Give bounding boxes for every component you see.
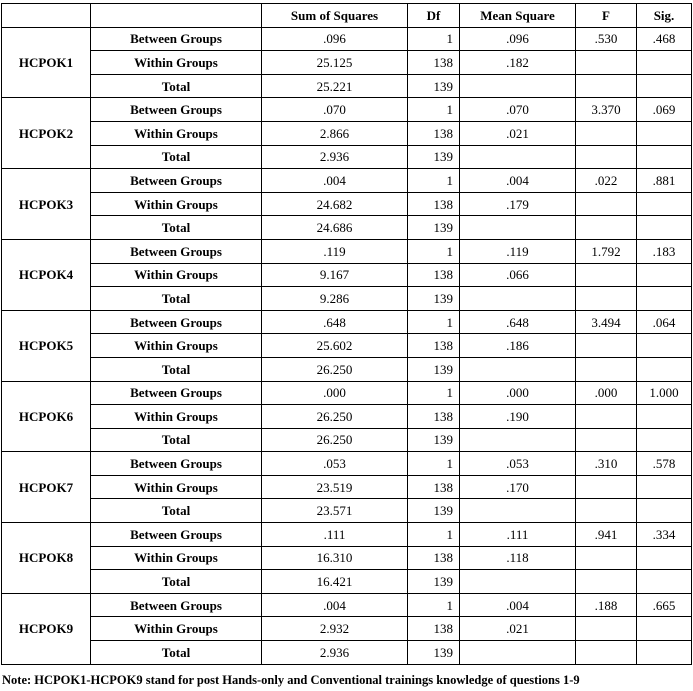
sig-cell: .881 — [637, 169, 692, 193]
sig-cell: .665 — [637, 593, 692, 617]
sum-of-squares-cell: 26.250 — [262, 405, 408, 429]
df-cell: 138 — [408, 334, 460, 358]
df-cell: 1 — [408, 452, 460, 476]
sum-of-squares-cell: 24.686 — [262, 216, 408, 240]
source-cell: Between Groups — [91, 452, 262, 476]
f-cell: .530 — [576, 27, 637, 51]
sum-of-squares-cell: 2.936 — [262, 145, 408, 169]
sig-cell — [637, 357, 692, 381]
table-row — [2, 546, 692, 570]
df-cell: 1 — [408, 593, 460, 617]
df-cell: 138 — [408, 405, 460, 429]
table-row — [2, 617, 692, 641]
df-cell: 1 — [408, 310, 460, 334]
sum-of-squares-cell: .000 — [262, 381, 408, 405]
sum-of-squares-cell: 9.286 — [262, 287, 408, 311]
sum-of-squares-cell: .096 — [262, 27, 408, 51]
sig-cell — [637, 145, 692, 169]
df-cell: 138 — [408, 51, 460, 75]
source-cell: Total — [91, 357, 262, 381]
table-row — [2, 74, 692, 98]
df-cell: 139 — [408, 499, 460, 523]
mean-square-cell: .053 — [460, 452, 576, 476]
df-cell: 139 — [408, 216, 460, 240]
f-cell: 1.792 — [576, 239, 637, 263]
sig-cell — [637, 570, 692, 594]
source-cell: Within Groups — [91, 51, 262, 75]
source-cell: Total — [91, 641, 262, 665]
source-cell: Within Groups — [91, 263, 262, 287]
source-cell: Total — [91, 145, 262, 169]
header-f: F — [576, 4, 637, 28]
sum-of-squares-cell: 26.250 — [262, 428, 408, 452]
mean-square-cell — [460, 216, 576, 240]
mean-square-cell: .118 — [460, 546, 576, 570]
mean-square-cell: .000 — [460, 381, 576, 405]
mean-square-cell — [460, 499, 576, 523]
f-cell — [576, 121, 637, 145]
sig-cell — [637, 216, 692, 240]
df-cell: 1 — [408, 98, 460, 122]
df-cell: 139 — [408, 570, 460, 594]
mean-square-cell: .170 — [460, 475, 576, 499]
source-cell: Within Groups — [91, 617, 262, 641]
mean-square-cell: .070 — [460, 98, 576, 122]
mean-square-cell: .648 — [460, 310, 576, 334]
mean-square-cell: .182 — [460, 51, 576, 75]
source-cell: Within Groups — [91, 334, 262, 358]
sig-cell: .578 — [637, 452, 692, 476]
source-cell: Between Groups — [91, 381, 262, 405]
source-cell: Between Groups — [91, 310, 262, 334]
sum-of-squares-cell: .053 — [262, 452, 408, 476]
mean-square-cell — [460, 357, 576, 381]
table-row — [2, 499, 692, 523]
header-df: Df — [408, 4, 460, 28]
sum-of-squares-cell: .111 — [262, 523, 408, 547]
table-row — [2, 428, 692, 452]
sig-cell — [637, 51, 692, 75]
source-cell: Total — [91, 216, 262, 240]
f-cell — [576, 475, 637, 499]
f-cell — [576, 570, 637, 594]
f-cell — [576, 287, 637, 311]
header-row — [2, 4, 692, 28]
sum-of-squares-cell: 24.682 — [262, 192, 408, 216]
sig-cell — [637, 641, 692, 665]
table-row — [2, 593, 692, 617]
table-row — [2, 239, 692, 263]
source-cell: Between Groups — [91, 98, 262, 122]
sig-cell: .334 — [637, 523, 692, 547]
table-row — [2, 570, 692, 594]
source-cell: Within Groups — [91, 121, 262, 145]
item-name-cell: HCPOK7 — [2, 452, 91, 523]
item-name-cell: HCPOK5 — [2, 310, 91, 381]
df-cell: 139 — [408, 357, 460, 381]
source-cell: Within Groups — [91, 546, 262, 570]
df-cell: 138 — [408, 617, 460, 641]
table-row — [2, 381, 692, 405]
mean-square-cell: .096 — [460, 27, 576, 51]
f-cell — [576, 334, 637, 358]
f-cell: 3.494 — [576, 310, 637, 334]
f-cell — [576, 428, 637, 452]
f-cell — [576, 145, 637, 169]
f-cell — [576, 216, 637, 240]
df-cell: 1 — [408, 523, 460, 547]
sum-of-squares-cell: .648 — [262, 310, 408, 334]
table-row — [2, 641, 692, 665]
header-sig: Sig. — [637, 4, 692, 28]
f-cell: 3.370 — [576, 98, 637, 122]
sum-of-squares-cell: 23.571 — [262, 499, 408, 523]
mean-square-cell: .186 — [460, 334, 576, 358]
sum-of-squares-cell: 23.519 — [262, 475, 408, 499]
table-row — [2, 27, 692, 51]
source-cell: Between Groups — [91, 593, 262, 617]
mean-square-cell — [460, 287, 576, 311]
sig-cell: .183 — [637, 239, 692, 263]
source-cell: Total — [91, 428, 262, 452]
sig-cell — [637, 546, 692, 570]
header-cell — [91, 4, 262, 28]
sig-cell — [637, 617, 692, 641]
item-name-cell: HCPOK2 — [2, 98, 91, 169]
sig-cell — [637, 74, 692, 98]
table-row — [2, 51, 692, 75]
sum-of-squares-cell: 26.250 — [262, 357, 408, 381]
sig-cell — [637, 263, 692, 287]
table-row — [2, 169, 692, 193]
item-name-cell: HCPOK1 — [2, 27, 91, 98]
sig-cell: 1.000 — [637, 381, 692, 405]
df-cell: 1 — [408, 239, 460, 263]
sig-cell: .069 — [637, 98, 692, 122]
sig-cell — [637, 475, 692, 499]
sig-cell: .468 — [637, 27, 692, 51]
mean-square-cell: .111 — [460, 523, 576, 547]
mean-square-cell: .066 — [460, 263, 576, 287]
sig-cell — [637, 334, 692, 358]
f-cell — [576, 546, 637, 570]
table-row — [2, 98, 692, 122]
source-cell: Between Groups — [91, 169, 262, 193]
table-row — [2, 452, 692, 476]
df-cell: 139 — [408, 641, 460, 665]
sum-of-squares-cell: 25.602 — [262, 334, 408, 358]
f-cell — [576, 51, 637, 75]
f-cell — [576, 192, 637, 216]
f-cell — [576, 641, 637, 665]
df-cell: 1 — [408, 381, 460, 405]
item-name-cell: HCPOK9 — [2, 593, 91, 664]
source-cell: Total — [91, 287, 262, 311]
sig-cell — [637, 192, 692, 216]
sum-of-squares-cell: .070 — [262, 98, 408, 122]
df-cell: 1 — [408, 27, 460, 51]
sig-cell — [637, 121, 692, 145]
table-row — [2, 145, 692, 169]
sum-of-squares-cell: 9.167 — [262, 263, 408, 287]
header-mean-square: Mean Square — [460, 4, 576, 28]
mean-square-cell — [460, 570, 576, 594]
df-cell: 138 — [408, 546, 460, 570]
mean-square-cell: .179 — [460, 192, 576, 216]
f-cell — [576, 357, 637, 381]
mean-square-cell: .004 — [460, 169, 576, 193]
source-cell: Between Groups — [91, 27, 262, 51]
sum-of-squares-cell: 2.866 — [262, 121, 408, 145]
f-cell: .310 — [576, 452, 637, 476]
anova-table — [1, 3, 692, 665]
table-row — [2, 357, 692, 381]
f-cell: .022 — [576, 169, 637, 193]
table-row — [2, 334, 692, 358]
sig-cell — [637, 428, 692, 452]
header-sum-of-squares: Sum of Squares — [262, 4, 408, 28]
df-cell: 138 — [408, 192, 460, 216]
sig-cell — [637, 499, 692, 523]
f-cell — [576, 405, 637, 429]
source-cell: Total — [91, 74, 262, 98]
mean-square-cell — [460, 641, 576, 665]
mean-square-cell: .190 — [460, 405, 576, 429]
item-name-cell: HCPOK8 — [2, 523, 91, 594]
f-cell: .188 — [576, 593, 637, 617]
mean-square-cell: .004 — [460, 593, 576, 617]
f-cell — [576, 263, 637, 287]
mean-square-cell: .021 — [460, 121, 576, 145]
f-cell — [576, 499, 637, 523]
mean-square-cell — [460, 145, 576, 169]
source-cell: Within Groups — [91, 192, 262, 216]
table-row — [2, 121, 692, 145]
header-cell — [2, 4, 91, 28]
f-cell: .000 — [576, 381, 637, 405]
df-cell: 139 — [408, 145, 460, 169]
df-cell: 138 — [408, 475, 460, 499]
sum-of-squares-cell: .004 — [262, 593, 408, 617]
table-row — [2, 263, 692, 287]
table-note: Note: HCPOK1-HCPOK9 stand for post Hands-only and Conventional trainings knowledge of questions 1-9 — [2, 673, 580, 687]
item-name-cell: HCPOK6 — [2, 381, 91, 452]
mean-square-cell: .119 — [460, 239, 576, 263]
sum-of-squares-cell: 16.310 — [262, 546, 408, 570]
sum-of-squares-cell: 2.932 — [262, 617, 408, 641]
table-row — [2, 405, 692, 429]
table-row — [2, 192, 692, 216]
sum-of-squares-cell: 25.125 — [262, 51, 408, 75]
mean-square-cell — [460, 74, 576, 98]
item-name-cell: HCPOK4 — [2, 239, 91, 310]
mean-square-cell: .021 — [460, 617, 576, 641]
sum-of-squares-cell: 25.221 — [262, 74, 408, 98]
source-cell: Total — [91, 499, 262, 523]
table-row — [2, 310, 692, 334]
table-row — [2, 216, 692, 240]
sig-cell — [637, 287, 692, 311]
table-row — [2, 287, 692, 311]
sum-of-squares-cell: 16.421 — [262, 570, 408, 594]
f-cell — [576, 617, 637, 641]
table-row — [2, 475, 692, 499]
item-name-cell: HCPOK3 — [2, 169, 91, 240]
source-cell: Within Groups — [91, 475, 262, 499]
sum-of-squares-cell: 2.936 — [262, 641, 408, 665]
sum-of-squares-cell: .004 — [262, 169, 408, 193]
mean-square-cell — [460, 428, 576, 452]
df-cell: 139 — [408, 428, 460, 452]
source-cell: Between Groups — [91, 239, 262, 263]
source-cell: Between Groups — [91, 523, 262, 547]
table-row — [2, 523, 692, 547]
sig-cell — [637, 405, 692, 429]
source-cell: Within Groups — [91, 405, 262, 429]
table-body — [2, 27, 692, 664]
df-cell: 1 — [408, 169, 460, 193]
sig-cell: .064 — [637, 310, 692, 334]
source-cell: Total — [91, 570, 262, 594]
sum-of-squares-cell: .119 — [262, 239, 408, 263]
df-cell: 138 — [408, 121, 460, 145]
f-cell: .941 — [576, 523, 637, 547]
df-cell: 139 — [408, 287, 460, 311]
f-cell — [576, 74, 637, 98]
df-cell: 139 — [408, 74, 460, 98]
df-cell: 138 — [408, 263, 460, 287]
